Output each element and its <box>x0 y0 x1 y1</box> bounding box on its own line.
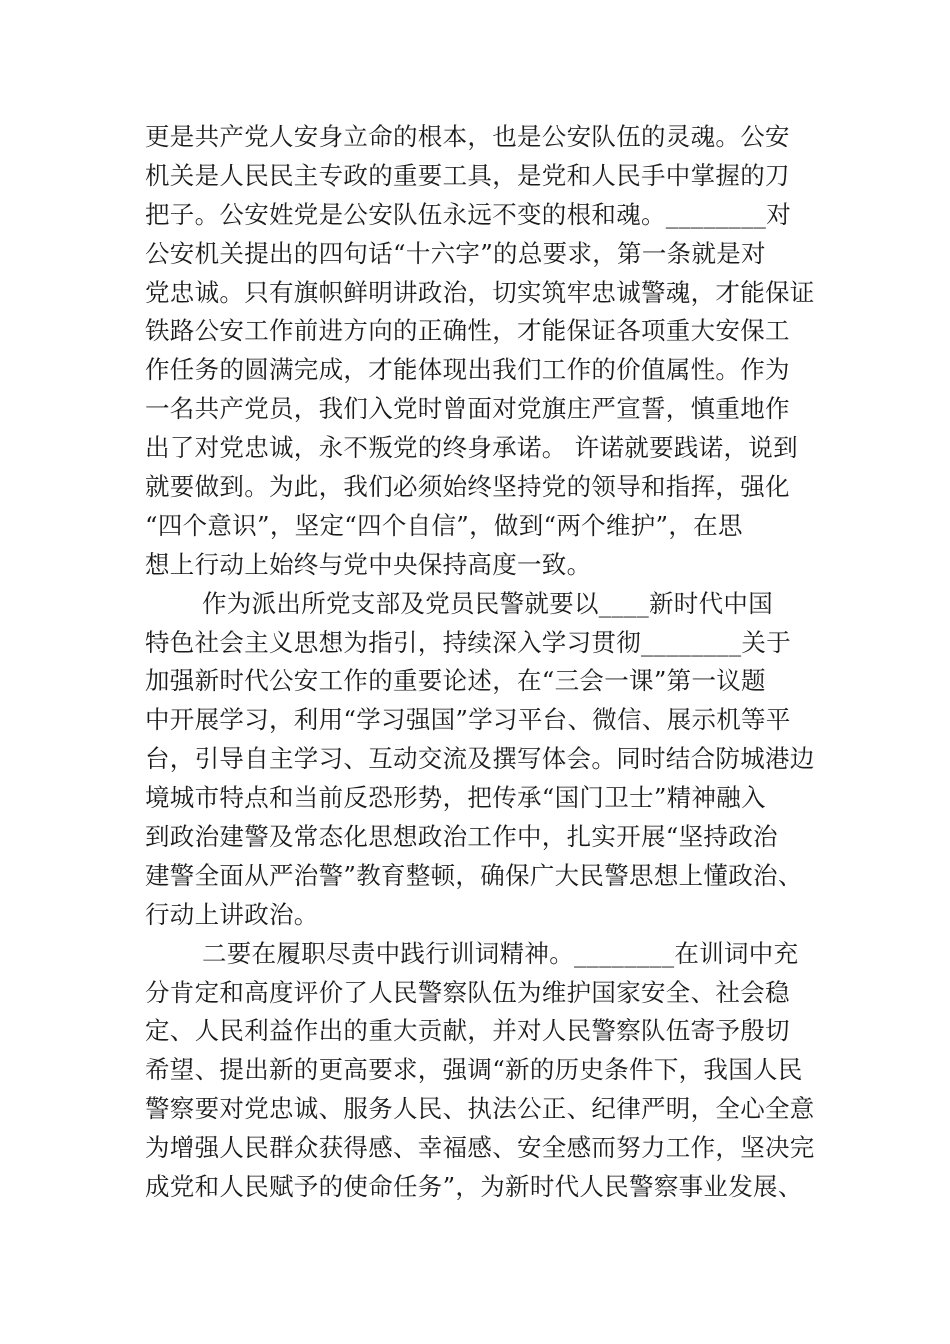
text-line: 一名共产党员，我们入党时曾面对党旗庄严宣誓，慎重地作 <box>145 394 790 424</box>
text-line: 为增强人民群众获得感、幸福感、安全感而努力工作，坚决完 <box>145 1133 815 1163</box>
text-line: 铁路公安工作前进方向的正确性，才能保证各项重大安保工 <box>145 316 790 346</box>
text-line: 二要在履职尽责中践行训词精神。________在训词中充 <box>202 938 799 968</box>
text-line: 警察要对党忠诚、服务人民、执法公正、纪律严明，全心全意 <box>145 1094 815 1124</box>
text-line: 更是共产党人安身立命的根本，也是公安队伍的灵魂。公安 <box>145 122 790 151</box>
text-line: 行动上讲政治。 <box>145 899 319 929</box>
text-line: 公安机关提出的四句话“十六字”的总要求，第一条就是对 <box>145 238 766 268</box>
text-line: 台，引导自主学习、互动交流及撰写体会。同时结合防城港边 <box>145 744 815 774</box>
text-line: 机关是人民民主专政的重要工具，是党和人民手中掌握的刀 <box>145 160 790 190</box>
text-line: 建警全面从严治警”教育整顿，确保广大民警思想上懂政治、 <box>145 860 803 890</box>
text-line: 党忠诚。只有旗帜鲜明讲政治，切实筑牢忠诚警魂，才能保证 <box>145 277 815 307</box>
text-line: 到政治建警及常态化思想政治工作中，扎实开展“坚持政治 <box>145 822 778 852</box>
text-line: 中开展学习，利用“学习强国”学习平台、微信、展示机等平 <box>145 705 791 735</box>
text-line: 想上行动上始终与党中央保持高度一致。 <box>145 549 592 579</box>
text-line: 定、人民利益作出的重大贡献，并对人民警察队伍寄予殷切 <box>145 1016 790 1046</box>
text-line: 就要做到。为此，我们必须始终坚持党的领导和指挥，强化 <box>145 472 790 502</box>
text-line: 希望、提出新的更高要求，强调“新的历史条件下，我国人民 <box>145 1055 803 1085</box>
text-line: 出了对党忠诚，永不叛党的终身承诺。 许诺就要践诺，说到 <box>145 433 798 463</box>
text-line: 成党和人民赋予的使命任务”，为新时代人民警察事业发展、 <box>145 1172 803 1202</box>
text-line: 把子。公安姓党是公安队伍永远不变的根和魂。________对 <box>145 199 791 229</box>
document-body <box>145 118 835 1207</box>
text-line: 境城市特点和当前反恐形势，把传承“国门卫士”精神融入 <box>145 783 766 813</box>
text-line: 作为派出所党支部及党员民警就要以____新时代中国 <box>202 588 773 618</box>
text-line: “四个意识”，坚定“四个自信”，做到“两个维护”，在思 <box>145 510 743 540</box>
text-line: 作任务的圆满完成，才能体现出我们工作的价值属性。作为 <box>145 355 790 385</box>
text-line: 加强新时代公安工作的重要论述，在“三会一课”第一议题 <box>145 666 766 696</box>
text-line: 特色社会主义思想为指引，持续深入学习贯彻________关于 <box>145 627 791 657</box>
text-line: 分肯定和高度评价了人民警察队伍为维护国家安全、社会稳 <box>145 977 790 1007</box>
